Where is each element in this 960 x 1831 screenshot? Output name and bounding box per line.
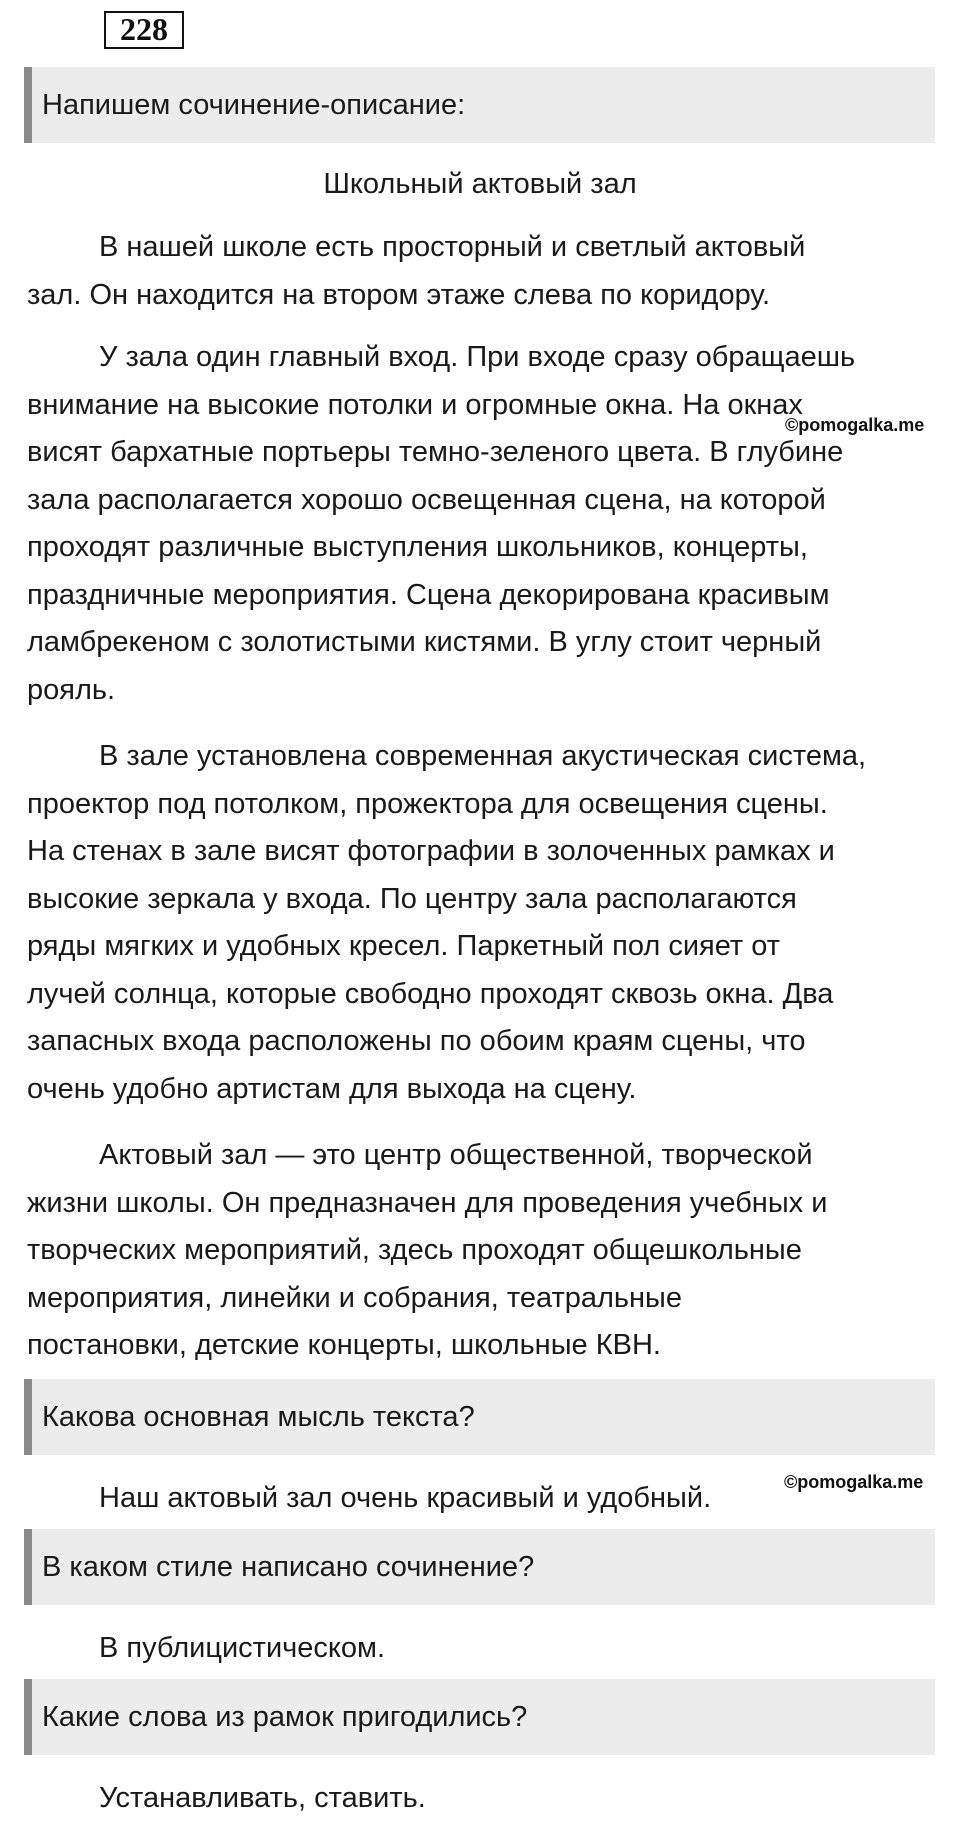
task-header: Напишем сочинение-описание:: [24, 67, 935, 143]
paragraph-line: В зале установлена современная акустическая система,: [99, 740, 867, 772]
answer-text: [27, 1775, 945, 1823]
paragraph-line: зал. Он находится на втором этаже слева по коридору.: [27, 278, 771, 311]
paragraph-line: На стенах в зале висят фотографии в золоченных рамках и: [27, 835, 835, 867]
paragraph-line: ряды мягких и удобных кресел. Паркетный пол сияет от: [27, 930, 781, 962]
essay-paragraph-1: [27, 224, 945, 319]
answer-text: [27, 1625, 945, 1673]
paragraph-line: В нашей школе есть просторный и светлый актовый: [99, 231, 806, 263]
paragraph-line: жизни школы. Он предназначен для проведения учебных и: [27, 1186, 828, 1219]
paragraph-line: постановки, детские концерты, школьные КВН.: [27, 1329, 661, 1361]
paragraph-line: высокие зеркала у входа. По центру зала располагаются: [27, 882, 797, 915]
paragraph-line: У зала один главный вход. При входе сразу обращаешь: [99, 341, 856, 373]
paragraph-line: мероприятия, линейки и собрания, театральные: [27, 1281, 683, 1314]
paragraph-line: праздничные мероприятия. Сцена декорирована красивым: [27, 578, 830, 611]
answer-line: Устанавливать, ставить.: [99, 1782, 426, 1814]
question-header: Какова основная мысль текста?: [24, 1379, 935, 1455]
question-header: В каком стиле написано сочинение?: [24, 1529, 935, 1605]
paragraph-line: ламбрекеном с золотистыми кистями. В углу стоит черный: [27, 626, 822, 658]
question-header: Какие слова из рамок пригодились?: [24, 1679, 935, 1755]
paragraph-line: запасных входа расположены по обоим краям сцены, что: [27, 1025, 806, 1057]
watermark: ©pomogalka.me: [785, 415, 925, 435]
answer-line: В публицистическом.: [99, 1632, 386, 1664]
paragraph-line: творческих мероприятий, здесь проходят общешкольные: [27, 1234, 802, 1266]
paragraph-line: Актовый зал — это центр общественной, творческой: [99, 1139, 813, 1171]
paragraph-line: внимание на высокие потолки и огромные окна. На окнах: [27, 388, 803, 421]
paragraph-line: проходят различные выступления школьников, концерты,: [27, 531, 808, 563]
paragraph-line: зала располагается хорошо освещенная сцена, на которой: [27, 483, 826, 516]
essay-paragraph-3: [27, 733, 945, 1113]
paragraph-line: проектор под потолком, прожектора для освещения сцены.: [27, 787, 828, 820]
paragraph-line: лучей солнца, которые свободно проходят сквозь окна. Два: [27, 977, 834, 1010]
exercise-number: 228: [104, 11, 184, 49]
essay-title: Школьный актовый зал: [323, 168, 637, 200]
answer-line: Наш актовый зал очень красивый и удобный.: [99, 1482, 712, 1514]
essay-paragraph-2: [27, 334, 945, 714]
watermark: ©pomogalka.me: [784, 1472, 924, 1492]
paragraph-line: очень удобно артистам для выхода на сцену.: [27, 1072, 637, 1105]
paragraph-line: висят бархатные портьеры темно-зеленого цвета. В глубине: [27, 436, 844, 468]
paragraph-line: рояль.: [27, 673, 116, 706]
essay-paragraph-4: [27, 1132, 945, 1370]
